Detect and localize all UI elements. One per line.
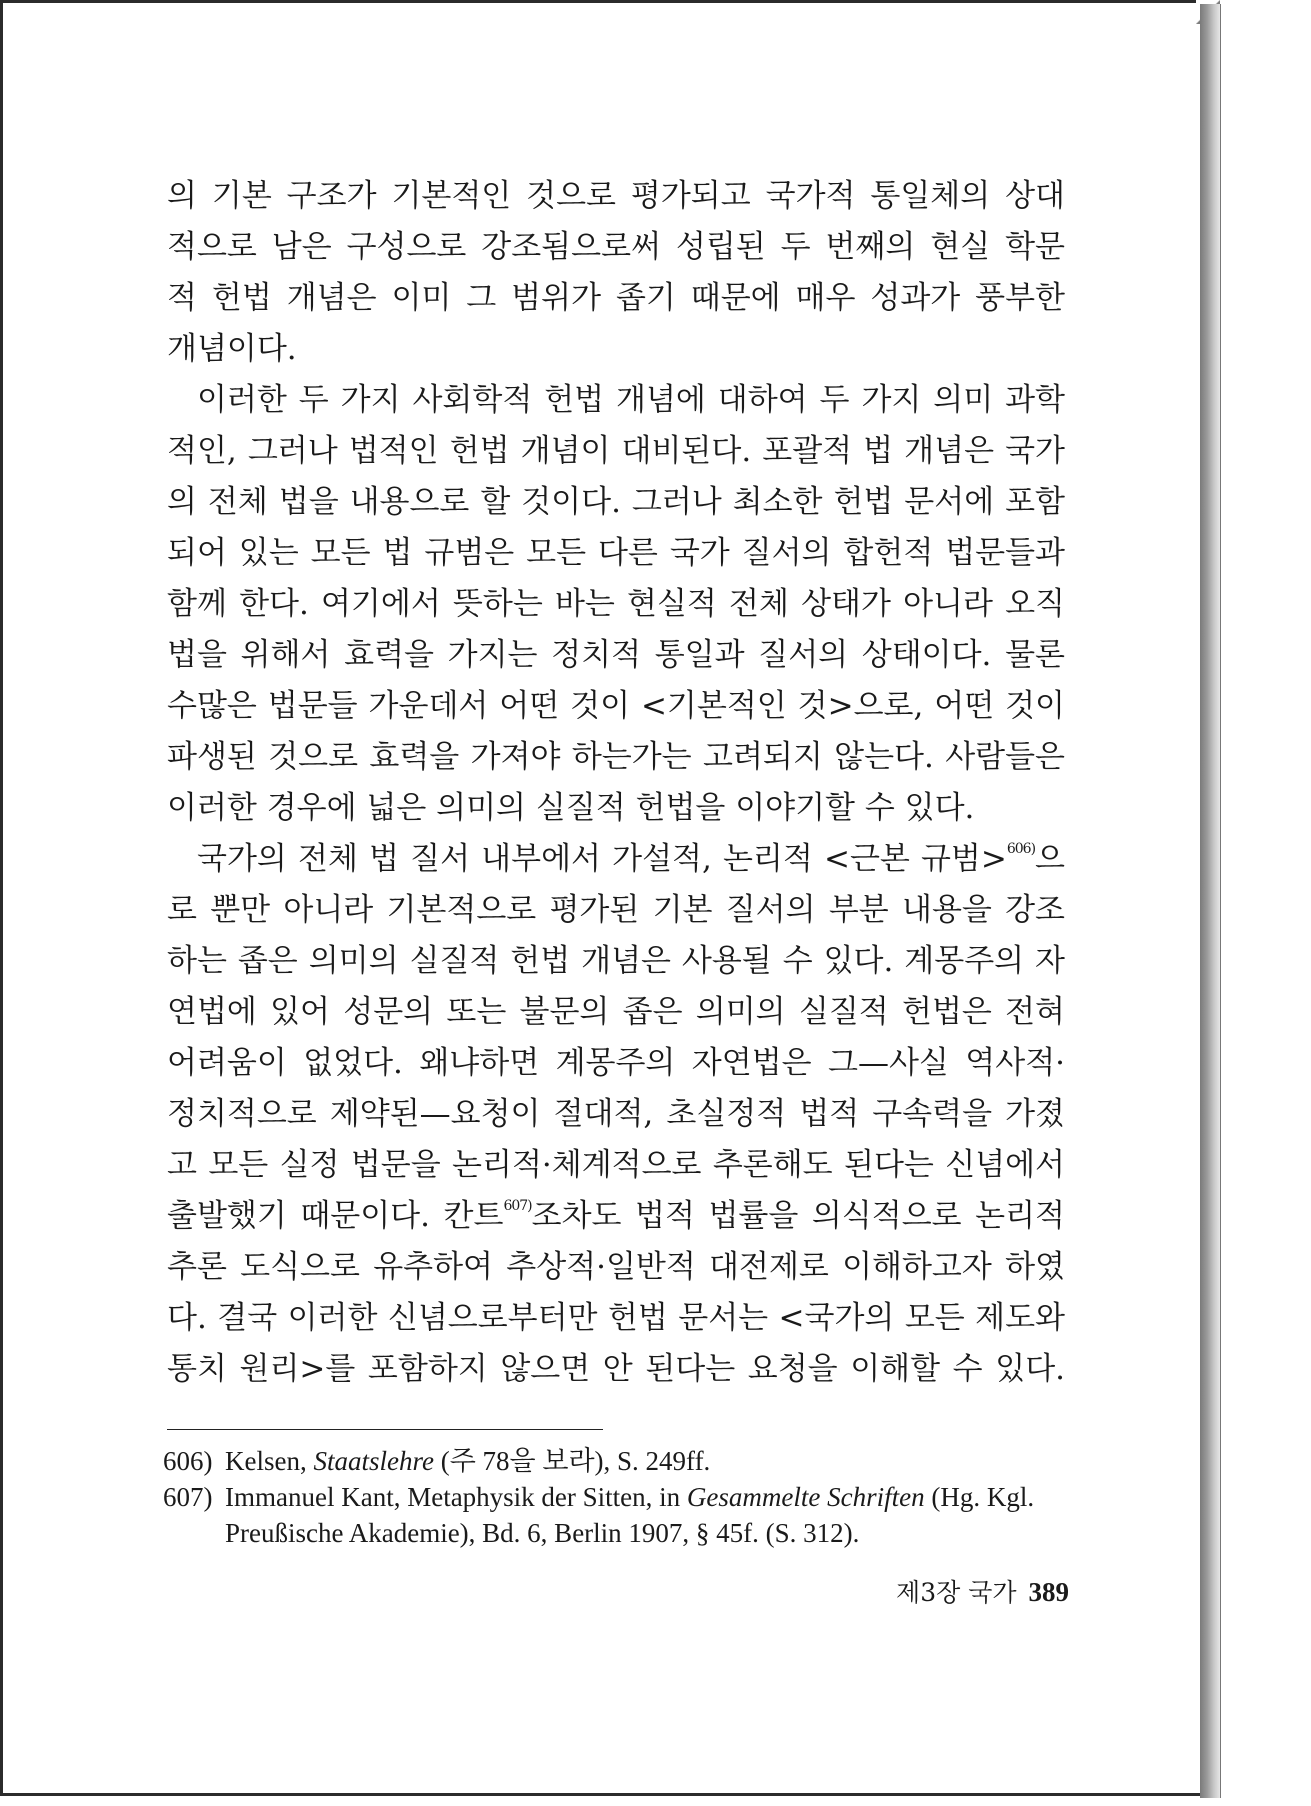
footnote-reference-607[interactable]: 607) — [503, 1198, 532, 1214]
text-line: 이러한 경우에 넓은 의미의 실질적 헌법을 이야기할 수 있다. — [167, 790, 975, 826]
footnote-text — [225, 1479, 1069, 1551]
paragraph-2 — [167, 375, 1065, 834]
text-line: 어려움이 없었다. 왜냐하면 계몽주의 자연법은 그—사실 역사적· — [167, 1045, 1065, 1081]
text-line: 다. 결국 이러한 신념으로부터만 헌법 문서는 <국가의 모든 제도와 — [167, 1300, 1065, 1336]
footnote-reference-606[interactable]: 606) — [1006, 841, 1036, 857]
footnote-title: Staatslehre — [313, 1446, 434, 1476]
text-segment: 출발했기 때문이다. 칸트 — [167, 1198, 504, 1234]
footnote-606 — [163, 1443, 1069, 1479]
text-line: 하는 좁은 의미의 실질적 헌법 개념은 사용될 수 있다. 계몽주의 자 — [167, 943, 1065, 979]
paragraph-1 — [167, 171, 1065, 375]
text-line: 파생된 것으로 효력을 가져야 하는가는 고려되지 않는다. 사람들은 — [167, 739, 1065, 775]
text-line: 의 전체 법을 내용으로 할 것이다. 그러나 최소한 헌법 문서에 포함 — [167, 484, 1065, 520]
footnote-title: Gesammelte Schriften — [686, 1482, 925, 1512]
footnote-segment: (주 78을 보라), S. 249ff. — [433, 1446, 711, 1476]
footnotes — [163, 1443, 1069, 1551]
text-segment: 국가의 전체 법 질서 내부에서 가설적, 논리적 <근본 규범> — [197, 841, 1007, 877]
text-segment: 으 — [1035, 841, 1065, 877]
text-line: 되어 있는 모든 법 규범은 모든 다른 국가 질서의 합헌적 법문들과 — [167, 535, 1065, 571]
text-line: 법을 위해서 효력을 가지는 정치적 통일과 질서의 상태이다. 물론 — [167, 637, 1065, 673]
text-line — [167, 1191, 1065, 1242]
footnote-607 — [163, 1479, 1069, 1551]
paragraph-3 — [167, 834, 1065, 1395]
text-line: 정치적으로 제약된—요청이 절대적, 초실정적 법적 구속력을 가졌 — [167, 1096, 1065, 1132]
page-edge-shadow — [1200, 4, 1221, 1798]
body-text — [167, 171, 1065, 1395]
text-line: 함께 한다. 여기에서 뜻하는 바는 현실적 전체 상태가 아니라 오직 — [167, 586, 1065, 622]
text-line: 개념이다. — [167, 331, 297, 367]
text-segment: 조차도 법적 법률을 의식적으로 논리적 — [531, 1198, 1065, 1234]
text-line: 의 기본 구조가 기본적인 것으로 평가되고 국가적 통일체의 상대 — [167, 178, 1065, 214]
page-number: 389 — [1028, 1577, 1069, 1607]
footnote-text — [225, 1443, 1069, 1479]
text-line: 로 뿐만 아니라 기본적으로 평가된 기본 질서의 부분 내용을 강조 — [167, 892, 1065, 928]
text-line: 적인, 그러나 법적인 헌법 개념이 대비된다. 포괄적 법 개념은 국가 — [167, 433, 1065, 469]
running-head: 제3장 국가 — [896, 1578, 1017, 1607]
text-line: 적으로 남은 구성으로 강조됨으로써 성립된 두 번째의 현실 학문 — [167, 229, 1065, 265]
footnote-segment: Kelsen, — [225, 1446, 314, 1476]
footnote-number: 607) — [163, 1482, 213, 1512]
text-line: 수많은 법문들 가운데서 어떤 것이 <기본적인 것>으로, 어떤 것이 — [167, 688, 1065, 724]
text-line: 고 모든 실정 법문을 논리적·체계적으로 추론해도 된다는 신념에서 — [167, 1147, 1065, 1183]
footnote-divider — [167, 1429, 603, 1430]
text-line: 적 헌법 개념은 이미 그 범위가 좁기 때문에 매우 성과가 풍부한 — [167, 280, 1065, 316]
text-line: 이러한 두 가지 사회학적 헌법 개념에 대하여 두 가지 의미 과학 — [197, 382, 1065, 418]
footnote-segment: Immanuel Kant, Metaphysik der Sitten, in — [225, 1482, 687, 1512]
footnote-number: 606) — [163, 1446, 213, 1476]
text-line: 추론 도식으로 유추하여 추상적·일반적 대전제로 이해하고자 하였 — [167, 1249, 1065, 1285]
page-footer — [849, 1573, 1069, 1609]
text-line: 연법에 있어 성문의 또는 불문의 좁은 의미의 실질적 헌법은 전혀 — [167, 994, 1065, 1030]
text-line — [167, 834, 1065, 885]
footnote-segment: (Hg. Kgl. Preußische Akademie), Bd. 6, Berlin 1907, § 45f. (S. 312). — [225, 1482, 1035, 1548]
text-line: 통치 원리>를 포함하지 않으면 안 된다는 요청을 이해할 수 있다. — [167, 1351, 1065, 1387]
